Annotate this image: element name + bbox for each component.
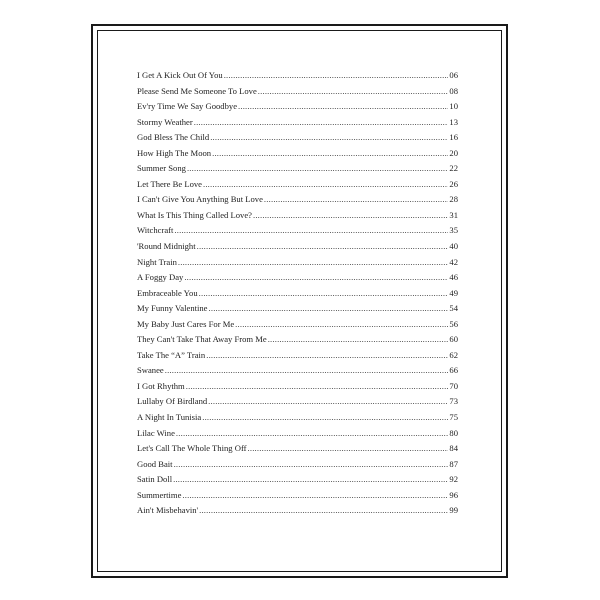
toc-entry bbox=[137, 381, 458, 397]
toc-entry-title: Summer Song bbox=[137, 163, 186, 174]
toc-entry-title: Night Train bbox=[137, 256, 177, 267]
toc-dot-leader bbox=[194, 117, 449, 127]
toc-entry-title: A Foggy Day bbox=[137, 272, 184, 283]
toc-entry-page-number: 80 bbox=[449, 427, 458, 438]
toc-dot-leader bbox=[186, 381, 449, 391]
toc-entry bbox=[137, 443, 458, 459]
toc-entry-page-number: 42 bbox=[449, 256, 458, 267]
toc-dot-leader bbox=[268, 334, 449, 344]
toc-entry bbox=[137, 505, 458, 521]
toc-entry-page-number: 84 bbox=[449, 443, 458, 454]
toc-entry bbox=[137, 257, 458, 273]
toc-dot-leader bbox=[235, 319, 448, 329]
toc-entry-title: Good Bait bbox=[137, 458, 173, 469]
toc-entry-page-number: 56 bbox=[449, 318, 458, 329]
toc-entry-page-number: 10 bbox=[449, 101, 458, 112]
toc-dot-leader bbox=[238, 101, 448, 111]
toc-entry bbox=[137, 210, 458, 226]
toc-entry-title: Swanee bbox=[137, 365, 164, 376]
toc-entry bbox=[137, 132, 458, 148]
toc-entry-title: Satin Doll bbox=[137, 474, 173, 485]
toc-entry-title: Summertime bbox=[137, 489, 182, 500]
toc-dot-leader bbox=[253, 210, 448, 220]
toc-entry-page-number: 54 bbox=[449, 303, 458, 314]
toc-entry bbox=[137, 474, 458, 490]
toc-entry-title: Embraceable You bbox=[137, 287, 198, 298]
toc-entry-title: A Night In Tunisia bbox=[137, 412, 202, 423]
toc-entry bbox=[137, 101, 458, 117]
toc-dot-leader bbox=[176, 428, 448, 438]
toc-dot-leader bbox=[248, 443, 449, 453]
table-of-contents bbox=[137, 70, 458, 521]
toc-entry-title: Ev'ry Time We Say Goodbye bbox=[137, 101, 238, 112]
toc-entry-page-number: 60 bbox=[449, 334, 458, 345]
toc-dot-leader bbox=[174, 459, 449, 469]
toc-entry-page-number: 70 bbox=[449, 380, 458, 391]
toc-entry-title: Lullaby Of Birdland bbox=[137, 396, 208, 407]
toc-entry-page-number: 13 bbox=[449, 116, 458, 127]
toc-entry-title: They Can't Take That Away From Me bbox=[137, 334, 267, 345]
toc-entry bbox=[137, 241, 458, 257]
toc-entry bbox=[137, 412, 458, 428]
toc-dot-leader bbox=[206, 350, 448, 360]
toc-entry bbox=[137, 272, 458, 288]
toc-entry-title: I Get A Kick Out Of You bbox=[137, 70, 223, 80]
toc-entry bbox=[137, 117, 458, 133]
toc-dot-leader bbox=[187, 163, 448, 173]
toc-entry-title: What Is This Thing Called Love? bbox=[137, 209, 252, 220]
toc-dot-leader bbox=[224, 70, 449, 80]
toc-entry-title: I Got Rhythm bbox=[137, 380, 185, 391]
toc-entry-title: Let's Call The Whole Thing Off bbox=[137, 443, 247, 454]
toc-entry-title: Lilac Wine bbox=[137, 427, 175, 438]
toc-entry-title: 'Round Midnight bbox=[137, 241, 196, 252]
toc-entry-page-number: 87 bbox=[449, 458, 458, 469]
toc-entry-title: Ain't Misbehavin' bbox=[137, 505, 199, 516]
toc-entry-page-number: 31 bbox=[449, 209, 458, 220]
toc-entry bbox=[137, 225, 458, 241]
toc-dot-leader bbox=[197, 241, 449, 251]
toc-entry-page-number: 26 bbox=[449, 178, 458, 189]
toc-entry bbox=[137, 428, 458, 444]
toc-entry bbox=[137, 365, 458, 381]
toc-entry bbox=[137, 86, 458, 102]
toc-entry-title: God Bless The Child bbox=[137, 132, 210, 143]
toc-entry-title: I Can't Give You Anything But Love bbox=[137, 194, 263, 205]
toc-entry-page-number: 96 bbox=[449, 489, 458, 500]
toc-entry bbox=[137, 163, 458, 179]
toc-entry-page-number: 73 bbox=[449, 396, 458, 407]
toc-entry-title: Please Send Me Someone To Love bbox=[137, 85, 257, 96]
toc-dot-leader bbox=[258, 86, 449, 96]
toc-dot-leader bbox=[184, 272, 448, 282]
toc-entry-title: My Baby Just Cares For Me bbox=[137, 318, 235, 329]
toc-entry-page-number: 16 bbox=[449, 132, 458, 143]
toc-entry-page-number: 28 bbox=[449, 194, 458, 205]
toc-entry-page-number: 35 bbox=[449, 225, 458, 236]
toc-entry-page-number: 66 bbox=[449, 365, 458, 376]
toc-entry-page-number: 62 bbox=[449, 349, 458, 360]
toc-entry-title: Let There Be Love bbox=[137, 178, 202, 189]
toc-entry bbox=[137, 70, 458, 86]
toc-entry-page-number: 92 bbox=[449, 474, 458, 485]
toc-entry bbox=[137, 194, 458, 210]
toc-entry-page-number: 22 bbox=[449, 163, 458, 174]
toc-dot-leader bbox=[199, 505, 448, 515]
toc-dot-leader bbox=[209, 303, 449, 313]
toc-entry-page-number: 75 bbox=[449, 412, 458, 423]
toc-dot-leader bbox=[203, 179, 448, 189]
toc-entry-title: Take The “A” Train bbox=[137, 349, 206, 360]
toc-entry-page-number: 06 bbox=[449, 70, 458, 80]
toc-entry-title: My Funny Valentine bbox=[137, 303, 208, 314]
toc-dot-leader bbox=[173, 474, 448, 484]
toc-entry bbox=[137, 334, 458, 350]
toc-dot-leader bbox=[208, 396, 448, 406]
toc-entry bbox=[137, 459, 458, 475]
toc-entry bbox=[137, 396, 458, 412]
toc-entry bbox=[137, 319, 458, 335]
toc-entry-page-number: 49 bbox=[449, 287, 458, 298]
toc-entry-title: Witchcraft bbox=[137, 225, 174, 236]
toc-entry-page-number: 40 bbox=[449, 241, 458, 252]
toc-entry-page-number: 99 bbox=[449, 505, 458, 516]
toc-entry bbox=[137, 148, 458, 164]
toc-entry bbox=[137, 288, 458, 304]
toc-dot-leader bbox=[174, 225, 448, 235]
toc-dot-leader bbox=[264, 194, 448, 204]
toc-entry-title: How High The Moon bbox=[137, 147, 212, 158]
toc-entry-title: Stormy Weather bbox=[137, 116, 193, 127]
toc-entry-page-number: 20 bbox=[449, 147, 458, 158]
toc-entry bbox=[137, 179, 458, 195]
toc-dot-leader bbox=[182, 490, 448, 500]
toc-dot-leader bbox=[210, 132, 448, 142]
toc-entry bbox=[137, 490, 458, 506]
toc-dot-leader bbox=[212, 148, 448, 158]
toc-entry bbox=[137, 350, 458, 366]
toc-dot-leader bbox=[202, 412, 448, 422]
toc-entry-page-number: 08 bbox=[449, 85, 458, 96]
toc-dot-leader bbox=[178, 257, 449, 267]
toc-dot-leader bbox=[165, 365, 449, 375]
toc-entry bbox=[137, 303, 458, 319]
toc-dot-leader bbox=[199, 288, 449, 298]
toc-entry-page-number: 46 bbox=[449, 272, 458, 283]
